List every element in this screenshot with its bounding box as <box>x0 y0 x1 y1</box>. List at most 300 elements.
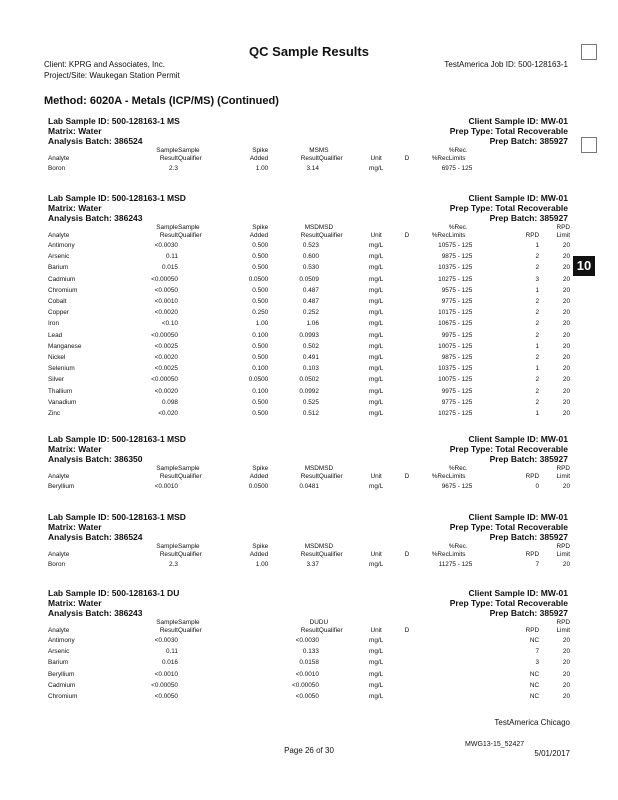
matrix: Matrix: Water <box>48 598 102 608</box>
table-cell: <0.0010 <box>154 483 178 490</box>
table-cell: 20 <box>562 670 570 678</box>
table-cell: 20 <box>562 242 570 249</box>
table-cell: 0.530 <box>302 264 319 272</box>
analysis-batch: Analysis Batch: 386350 <box>48 454 143 464</box>
table-cell: 20 <box>562 637 570 644</box>
table-cell: Limit <box>556 473 570 480</box>
table-cell: 0.0993 <box>299 331 319 339</box>
table-cell: 0.500 <box>252 298 269 306</box>
table-cell <box>319 240 359 251</box>
table-cell: %Rec <box>431 551 449 558</box>
matrix: Matrix: Water <box>48 126 102 136</box>
table-cell: mg/L <box>369 483 384 490</box>
table-cell: <0.0010 <box>154 298 178 306</box>
table-cell <box>178 481 222 492</box>
table-cell: 0.11 <box>165 253 178 261</box>
table-cell <box>319 657 359 668</box>
results-table <box>48 543 570 570</box>
table-cell: NC <box>529 693 540 701</box>
table-cell <box>48 465 129 473</box>
table-cell <box>394 646 420 657</box>
table-cell: mg/L <box>369 387 384 395</box>
footer-date: 5/01/2017 <box>534 749 570 758</box>
table-cell: Added <box>249 155 269 162</box>
table-cell: <0.00050 <box>292 681 319 689</box>
table-cell <box>178 691 222 702</box>
table-cell <box>319 163 359 174</box>
table-cell: mg/L <box>369 637 384 644</box>
table-cell: 2 <box>535 309 540 317</box>
table-cell <box>359 147 394 155</box>
footer-company: TestAmerica Chicago <box>494 718 570 727</box>
table-header-row <box>48 543 570 551</box>
prep-type: Prep Type: Total Recoverable <box>449 598 568 608</box>
table-cell: Chromium <box>48 693 78 701</box>
table-cell: 20 <box>562 354 570 362</box>
table-cell: 20 <box>562 693 570 701</box>
table-cell: 2 <box>535 331 540 339</box>
table-cell: Qualifier <box>177 232 202 239</box>
table-cell: D <box>404 473 410 480</box>
table-cell <box>394 285 420 296</box>
table-cell <box>394 147 420 155</box>
table-cell: NC <box>529 670 540 678</box>
table-cell: Barium <box>48 264 69 272</box>
table-cell: MSD <box>318 543 334 550</box>
table-cell: Result <box>159 473 178 480</box>
table-header-row <box>48 627 570 635</box>
table-cell: 2 <box>535 354 540 362</box>
table-cell <box>319 669 359 680</box>
table-row <box>48 330 570 341</box>
table-cell: mg/L <box>369 693 384 701</box>
table-cell <box>420 224 449 232</box>
table-cell: 0.523 <box>302 242 319 249</box>
table-cell <box>394 307 420 318</box>
table-cell: Analyte <box>48 232 70 239</box>
table-cell <box>394 296 420 307</box>
table-cell <box>48 619 129 627</box>
table-cell: Added <box>249 473 269 480</box>
table-cell <box>178 307 222 318</box>
table-cell: 103 <box>438 365 449 373</box>
table-cell <box>394 635 420 646</box>
table-cell: Lead <box>48 331 63 339</box>
table-cell: mg/L <box>369 320 384 328</box>
table-cell: Selenium <box>48 365 75 373</box>
table-cell <box>178 386 222 397</box>
table-cell: 100 <box>438 342 449 350</box>
analysis-batch: Analysis Batch: 386524 <box>48 532 143 542</box>
table-cell: 1 <box>535 286 540 294</box>
table-cell: Result <box>159 232 178 239</box>
table-cell: mg/L <box>369 561 384 568</box>
table-cell <box>178 163 222 174</box>
table-cell <box>359 543 394 551</box>
table-row <box>48 307 570 318</box>
table-cell: mg/L <box>369 309 384 317</box>
table-cell <box>394 163 420 174</box>
table-cell: Added <box>249 551 269 558</box>
table-cell: 3 <box>535 275 540 283</box>
client-sample-id: Client Sample ID: MW-01 <box>468 434 568 444</box>
table-cell: 0.502 <box>302 342 319 350</box>
table-cell: 20 <box>562 398 570 406</box>
table-cell <box>420 465 449 473</box>
table-cell: 0.0500 <box>248 376 269 384</box>
table-cell: 98 <box>441 253 449 261</box>
table-cell: 0.098 <box>161 398 178 406</box>
table-cell: 75 - 125 <box>448 275 473 283</box>
table-cell: mg/L <box>369 365 384 373</box>
table-cell: <0.0025 <box>154 342 178 350</box>
table-cell: <0.0050 <box>154 286 178 294</box>
table-cell: Beryllium <box>48 670 75 678</box>
table-cell <box>449 680 506 691</box>
table-cell: <0.0020 <box>154 354 178 362</box>
table-cell: <0.0010 <box>154 670 178 678</box>
table-cell: 0.0500 <box>248 275 269 283</box>
table-cell: 1.00 <box>255 320 269 328</box>
table-cell: Qualifier <box>318 155 343 162</box>
table-row <box>48 657 570 668</box>
table-cell: Sample <box>156 543 178 550</box>
table-cell: 75 - 125 <box>448 342 473 350</box>
page-title: QC Sample Results <box>249 44 369 59</box>
table-cell <box>222 691 268 702</box>
table-cell: 0.0509 <box>299 275 319 283</box>
table-cell <box>420 627 449 635</box>
table-cell: 0.100 <box>252 331 269 339</box>
table-cell <box>449 619 506 627</box>
table-cell: 2 <box>535 398 540 406</box>
table-cell <box>506 147 539 155</box>
table-cell: Arsenic <box>48 253 70 261</box>
table-cell: 0 <box>535 483 540 490</box>
table-cell: Analyte <box>48 155 70 162</box>
table-cell: Thallium <box>48 387 73 395</box>
table-cell: NC <box>529 637 540 644</box>
table-cell <box>319 374 359 385</box>
section-tab[interactable]: 10 <box>573 256 595 276</box>
table-cell <box>178 646 222 657</box>
job-id: TestAmerica Job ID: 500-128163-1 <box>444 60 568 69</box>
table-cell: 20 <box>562 342 570 350</box>
prep-type: Prep Type: Total Recoverable <box>449 522 568 532</box>
table-cell: RPD <box>556 619 570 626</box>
table-cell: <0.0030 <box>154 242 178 249</box>
table-cell: 1 <box>535 342 540 350</box>
table-row <box>48 341 570 352</box>
table-cell: 20 <box>562 331 570 339</box>
table-cell: Unit <box>370 155 382 162</box>
table-cell: Zinc <box>48 410 61 418</box>
results-table <box>48 465 570 492</box>
table-cell: Iron <box>48 320 60 328</box>
table-cell: Chromium <box>48 286 78 294</box>
table-cell: Manganese <box>48 342 82 350</box>
table-cell: Result <box>159 551 178 558</box>
table-cell: <0.0010 <box>295 670 319 678</box>
table-cell: Barium <box>48 659 69 667</box>
table-cell <box>178 330 222 341</box>
table-header-row <box>48 619 570 627</box>
table-cell: <0.00050 <box>151 376 178 384</box>
table-cell <box>449 635 506 646</box>
table-cell: %Rec. <box>448 543 468 550</box>
table-cell: 69 <box>441 165 449 172</box>
table-cell: 0.100 <box>252 387 269 395</box>
table-cell: 1 <box>535 410 540 418</box>
table-cell: Analyte <box>48 627 70 634</box>
table-cell <box>420 680 449 691</box>
table-cell: Sample <box>156 465 178 472</box>
table-cell: DU <box>318 619 329 626</box>
table-row <box>48 408 570 419</box>
table-cell <box>394 374 420 385</box>
table-cell: <0.0050 <box>154 693 178 701</box>
table-cell <box>394 224 420 232</box>
table-cell: 101 <box>438 309 449 317</box>
table-cell: <0.00050 <box>151 681 178 689</box>
table-cell: 2.3 <box>169 165 178 172</box>
table-cell: %Rec. <box>448 465 468 472</box>
table-cell <box>178 274 222 285</box>
table-cell <box>394 691 420 702</box>
table-cell <box>394 363 420 374</box>
table-cell: 7 <box>535 648 540 656</box>
prep-batch: Prep Batch: 385927 <box>489 454 568 464</box>
table-cell <box>178 397 222 408</box>
table-cell <box>394 481 420 492</box>
table-cell: 103 <box>438 264 449 272</box>
table-cell: 0.0502 <box>299 376 319 384</box>
table-cell: Unit <box>370 232 382 239</box>
table-cell <box>319 363 359 374</box>
table-cell: Analyte <box>48 551 70 558</box>
table-row <box>48 318 570 329</box>
table-cell <box>506 155 539 163</box>
table-cell: 20 <box>562 253 570 261</box>
table-row <box>48 559 570 570</box>
table-cell: 0.525 <box>302 398 319 406</box>
table-cell <box>48 147 129 155</box>
table-cell: MS <box>318 147 329 154</box>
table-cell: 1 <box>535 242 540 249</box>
table-cell <box>319 341 359 352</box>
table-cell: Spike <box>252 465 269 472</box>
table-cell <box>178 341 222 352</box>
table-header-row <box>48 465 570 473</box>
table-cell <box>319 408 359 419</box>
table-cell: <0.0025 <box>154 365 178 373</box>
table-cell <box>449 627 506 635</box>
table-row <box>48 251 570 262</box>
table-cell: Result <box>300 473 319 480</box>
table-cell <box>222 646 268 657</box>
table-cell <box>394 318 420 329</box>
table-cell: MS <box>309 147 319 154</box>
prep-type: Prep Type: Total Recoverable <box>449 203 568 213</box>
table-cell: 2 <box>535 298 540 306</box>
table-cell <box>222 657 268 668</box>
table-cell: 0.500 <box>252 286 269 294</box>
table-cell <box>420 657 449 668</box>
lab-sample-id: Lab Sample ID: 500-128163-1 MS <box>48 116 180 126</box>
table-cell: 106 <box>438 320 449 328</box>
table-cell <box>420 619 449 627</box>
table-cell: mg/L <box>369 648 384 656</box>
table-cell: <0.10 <box>161 320 178 328</box>
table-cell: Analyte <box>48 473 70 480</box>
table-cell: 100 <box>438 376 449 384</box>
table-cell: 2.3 <box>169 561 178 568</box>
table-cell <box>319 352 359 363</box>
table-cell <box>222 619 268 627</box>
table-cell <box>222 627 268 635</box>
table-cell: 20 <box>562 376 570 384</box>
results-table <box>48 619 570 702</box>
table-cell: RPD <box>525 551 540 558</box>
prep-batch: Prep Batch: 385927 <box>489 532 568 542</box>
table-cell: mg/L <box>369 398 384 406</box>
table-cell: 75 - 125 <box>448 331 473 339</box>
table-cell: Sample <box>177 147 200 154</box>
page-marker-box-2 <box>581 137 597 153</box>
table-cell: <0.00050 <box>151 275 178 283</box>
table-cell <box>319 285 359 296</box>
table-cell <box>359 465 394 473</box>
table-cell <box>449 691 506 702</box>
table-cell: Sample <box>177 619 200 626</box>
table-row <box>48 386 570 397</box>
table-cell: Limits <box>448 232 466 239</box>
table-cell <box>394 669 420 680</box>
table-cell: 0.500 <box>252 398 269 406</box>
table-cell <box>539 147 570 155</box>
table-cell: 0.512 <box>302 410 319 418</box>
client-sample-id: Client Sample ID: MW-01 <box>468 588 568 598</box>
table-cell: Qualifier <box>318 232 343 239</box>
table-cell: 2 <box>535 320 540 328</box>
table-cell: Qualifier <box>177 551 202 558</box>
table-cell <box>506 543 539 551</box>
table-cell <box>359 619 394 627</box>
table-cell: 0.252 <box>302 309 319 317</box>
table-cell: 20 <box>562 309 570 317</box>
table-cell: RPD <box>556 224 570 231</box>
table-cell: %Rec <box>431 155 449 162</box>
table-cell <box>178 559 222 570</box>
table-cell <box>394 274 420 285</box>
table-row <box>48 374 570 385</box>
table-cell: Unit <box>370 627 382 634</box>
table-cell: 102 <box>438 410 449 418</box>
table-row <box>48 262 570 273</box>
table-cell: 0.0500 <box>248 483 269 490</box>
table-cell: 2 <box>535 376 540 384</box>
table-cell: 96 <box>441 483 449 490</box>
table-header-row <box>48 224 570 232</box>
table-cell: 1 <box>535 365 540 373</box>
table-cell: <0.0030 <box>295 637 319 644</box>
table-cell: Limit <box>556 232 570 239</box>
table-cell: 3 <box>535 659 540 667</box>
table-cell: 1.00 <box>255 165 269 172</box>
table-cell: 0.500 <box>252 242 269 249</box>
table-cell: 75 - 125 <box>448 483 473 490</box>
table-cell <box>394 619 420 627</box>
footer-page-number: Page 26 of 30 <box>284 746 334 755</box>
table-cell: Sample <box>177 465 200 472</box>
table-row <box>48 363 570 374</box>
table-cell: <0.020 <box>158 410 178 418</box>
table-cell: Limits <box>448 551 466 558</box>
table-cell: 75 - 125 <box>448 320 473 328</box>
table-cell: Antimony <box>48 242 75 249</box>
table-cell: 97 <box>441 298 449 306</box>
table-cell: 98 <box>441 354 449 362</box>
table-row <box>48 285 570 296</box>
table-cell: 0.0158 <box>299 659 319 667</box>
table-cell: 0.600 <box>302 253 319 261</box>
table-cell <box>420 669 449 680</box>
table-cell <box>319 691 359 702</box>
table-cell: 0.250 <box>252 309 269 317</box>
table-cell <box>394 543 420 551</box>
prep-batch: Prep Batch: 385927 <box>489 213 568 223</box>
table-cell: Spike <box>252 543 269 550</box>
table-row <box>48 680 570 691</box>
table-cell: Result <box>300 551 319 558</box>
table-cell: Unit <box>370 551 382 558</box>
table-cell <box>319 397 359 408</box>
table-cell: mg/L <box>369 298 384 306</box>
table-cell: 99 <box>441 387 449 395</box>
table-row <box>48 481 570 492</box>
table-cell <box>319 680 359 691</box>
table-cell <box>48 543 129 551</box>
table-cell <box>394 559 420 570</box>
table-cell <box>222 680 268 691</box>
table-cell: 0.133 <box>302 648 319 656</box>
table-cell: 75 - 125 <box>448 410 473 418</box>
table-cell <box>178 262 222 273</box>
table-cell: 0.11 <box>165 648 178 656</box>
table-row <box>48 274 570 285</box>
table-cell: Qualifier <box>318 551 343 558</box>
table-cell: 0.016 <box>161 659 178 667</box>
table-cell: Nickel <box>48 354 66 362</box>
table-cell <box>178 374 222 385</box>
table-cell: 0.100 <box>252 365 269 373</box>
table-cell: <0.0030 <box>154 637 178 644</box>
table-cell <box>449 669 506 680</box>
table-cell: Antimony <box>48 637 75 644</box>
table-cell <box>319 307 359 318</box>
table-cell <box>319 646 359 657</box>
table-cell: mg/L <box>369 331 384 339</box>
table-row <box>48 240 570 251</box>
table-cell <box>178 296 222 307</box>
table-cell: 75 - 125 <box>448 242 473 249</box>
table-cell <box>506 619 539 627</box>
table-cell: 2 <box>535 387 540 395</box>
client-sample-id: Client Sample ID: MW-01 <box>468 193 568 203</box>
table-cell: D <box>404 155 410 162</box>
method-heading: Method: 6020A - Metals (ICP/MS) (Continued) <box>44 95 279 107</box>
table-cell: Qualifier <box>318 473 343 480</box>
